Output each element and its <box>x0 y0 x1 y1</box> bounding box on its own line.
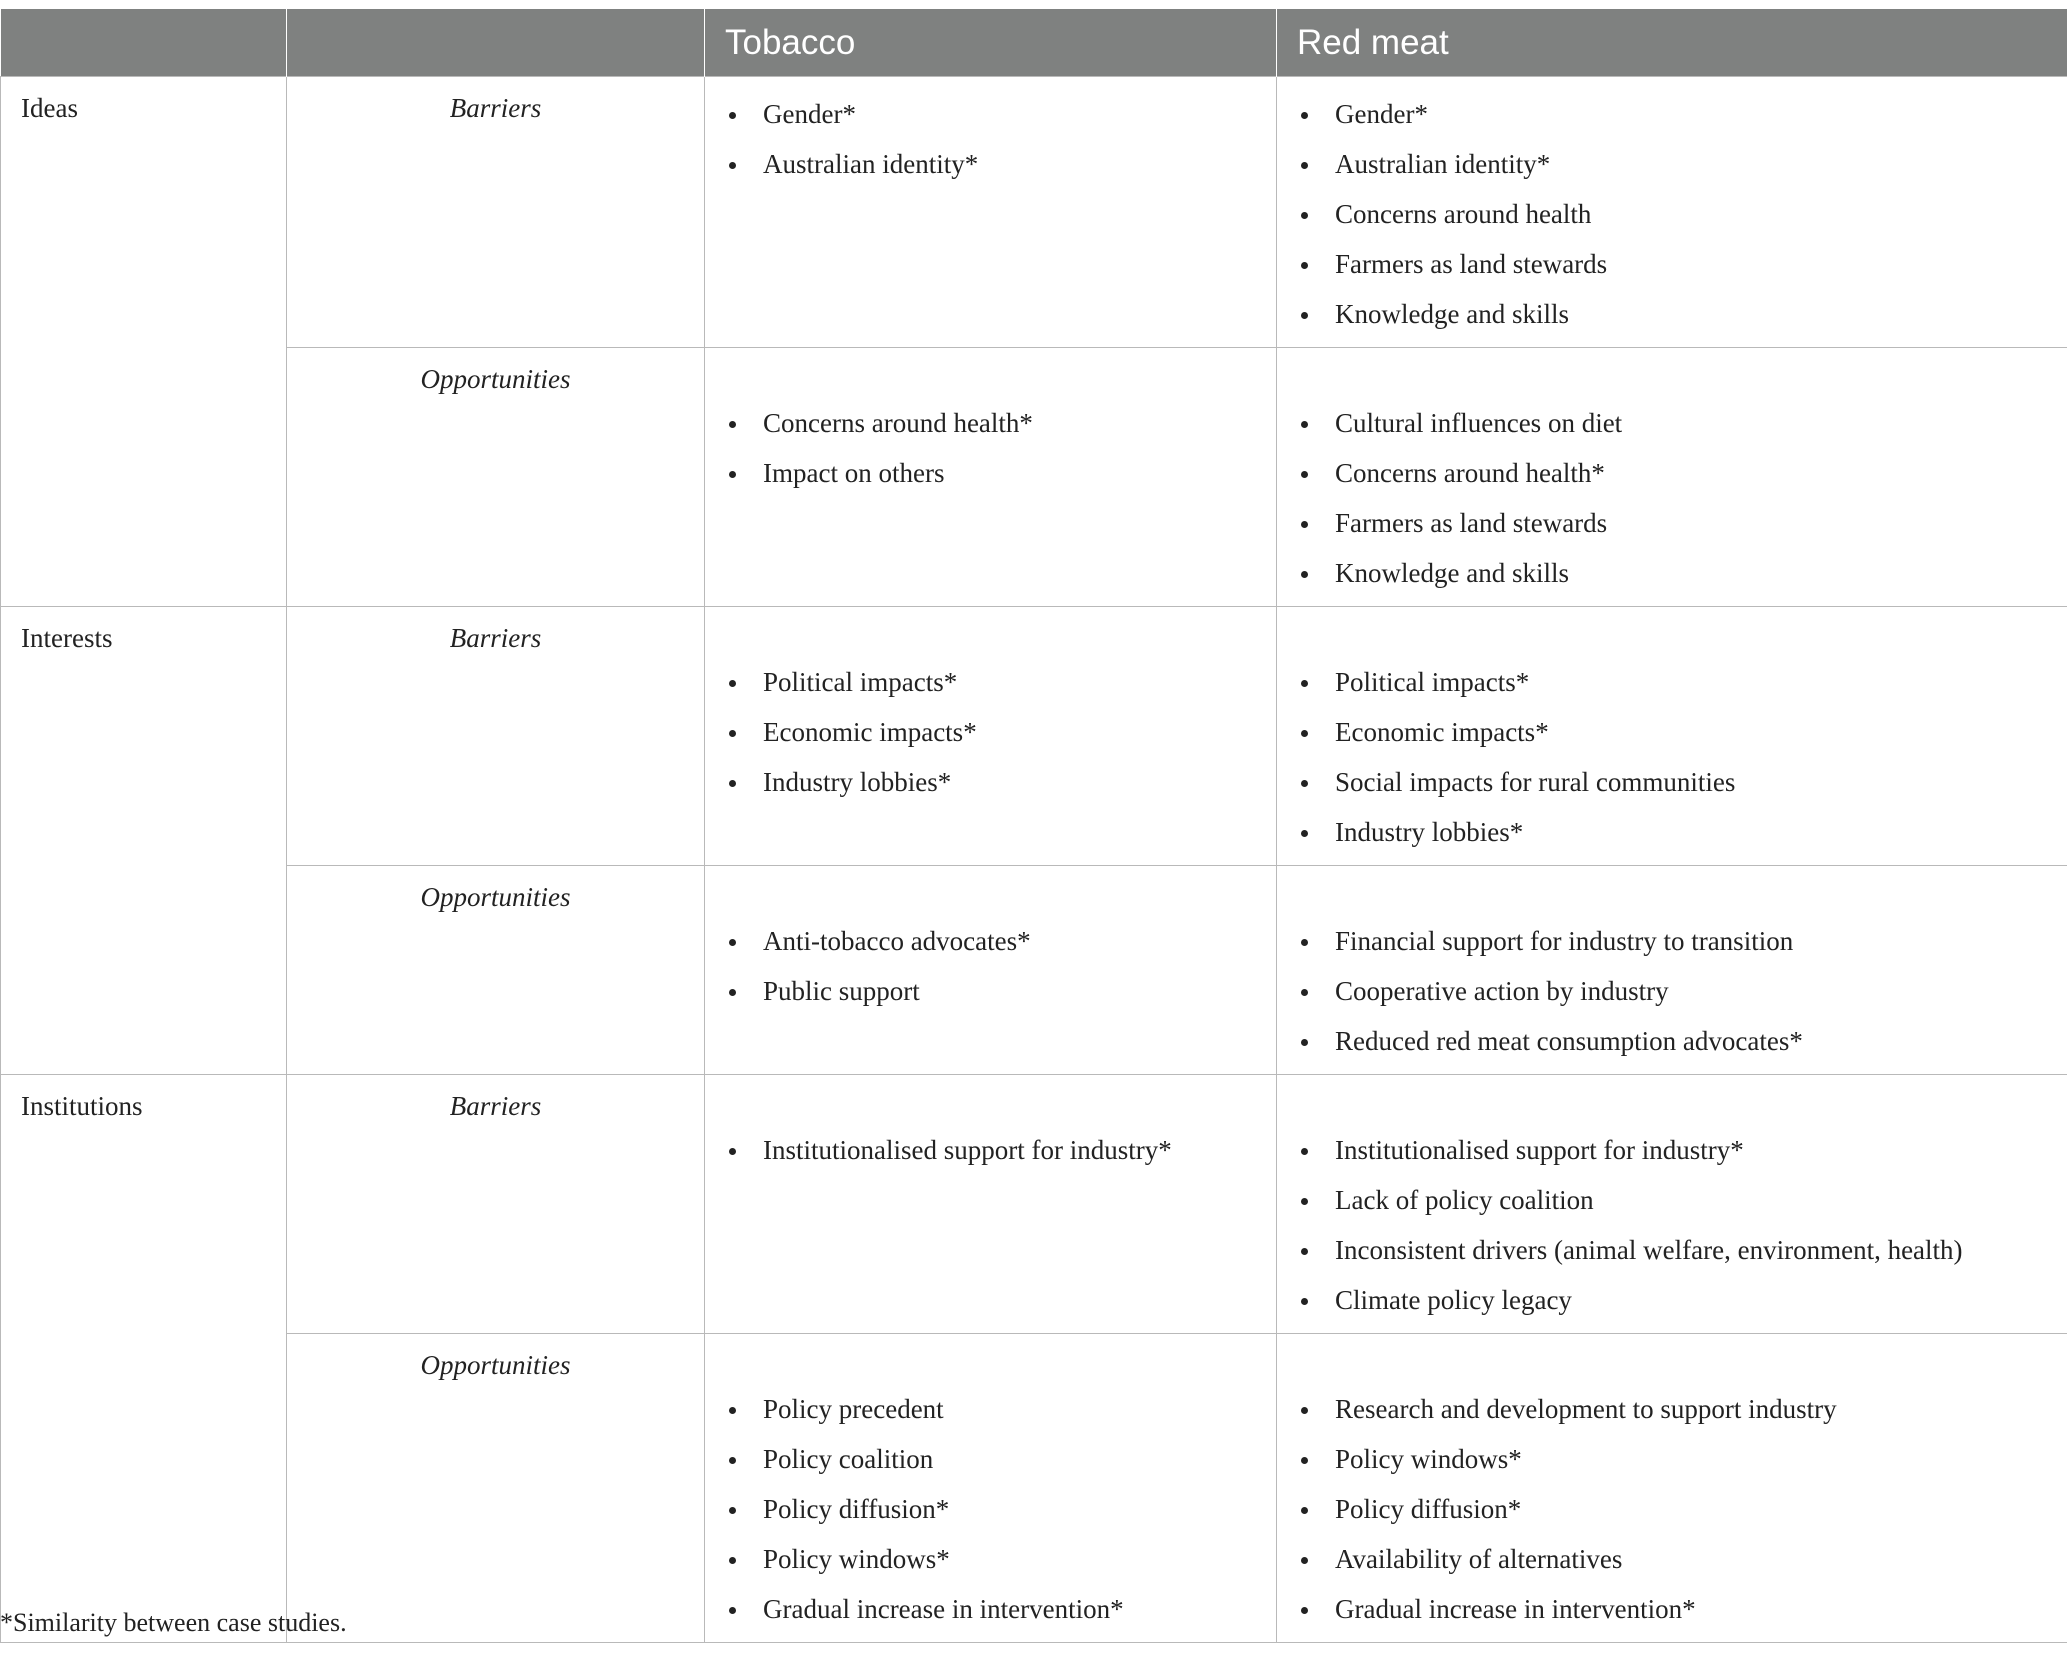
cell-red-meat <box>1277 607 2067 866</box>
list-item: Availability of alternatives <box>1295 1534 2067 1584</box>
table-row <box>1 348 2067 607</box>
list-item: Cultural influences on diet <box>1295 398 2067 448</box>
list-item: Knowledge and skills <box>1295 548 2067 598</box>
list-item: Policy precedent <box>723 1384 1276 1434</box>
bullet-list <box>723 866 1276 1024</box>
cell-tobacco <box>705 77 1277 348</box>
subcategory-barriers: Barriers <box>287 607 705 866</box>
subcategory-barriers: Barriers <box>287 1075 705 1334</box>
list-item: Financial support for industry to transition <box>1295 916 2067 966</box>
subcategory-opportunities: Opportunities <box>287 1334 705 1643</box>
list-item: Australian identity* <box>1295 139 2067 189</box>
bullet-list <box>1295 607 2067 865</box>
bullet-list <box>1295 77 2067 347</box>
cell-tobacco <box>705 1334 1277 1643</box>
cell-tobacco <box>705 1075 1277 1334</box>
list-item: Political impacts* <box>1295 657 2067 707</box>
table-row <box>1 77 2067 348</box>
list-item: Reduced red meat consumption advocates* <box>1295 1016 2067 1066</box>
list-item: Gradual increase in intervention* <box>1295 1584 2067 1634</box>
list-item: Farmers as land stewards <box>1295 498 2067 548</box>
list-item: Gender* <box>723 89 1276 139</box>
list-item: Anti-tobacco advocates* <box>723 916 1276 966</box>
list-item: Australian identity* <box>723 139 1276 189</box>
subcategory-opportunities: Opportunities <box>287 866 705 1075</box>
list-item: Concerns around health* <box>1295 448 2067 498</box>
list-item: Research and development to support industry <box>1295 1384 2067 1434</box>
subcategory-barriers: Barriers <box>287 77 705 348</box>
list-item: Impact on others <box>723 448 1276 498</box>
list-item: Inconsistent drivers (animal welfare, environment, health) <box>1295 1225 2067 1275</box>
list-item: Gender* <box>1295 89 2067 139</box>
list-item: Lack of policy coalition <box>1295 1175 2067 1225</box>
list-item: Cooperative action by industry <box>1295 966 2067 1016</box>
list-item: Industry lobbies* <box>723 757 1276 807</box>
comparison-table-wrapper <box>0 9 2067 1643</box>
header-tobacco: Tobacco <box>705 9 1277 77</box>
list-item: Farmers as land stewards <box>1295 239 2067 289</box>
cell-red-meat <box>1277 77 2067 348</box>
list-item: Political impacts* <box>723 657 1276 707</box>
bullet-list <box>1295 348 2067 606</box>
bullet-list <box>1295 1075 2067 1333</box>
category-interests: Interests <box>1 607 287 1075</box>
header-blank-1 <box>1 9 287 77</box>
category-ideas: Ideas <box>1 77 287 607</box>
bullet-list <box>723 607 1276 815</box>
bullet-list <box>1295 1334 2067 1642</box>
cell-red-meat <box>1277 1075 2067 1334</box>
table-header-row <box>1 9 2067 77</box>
bullet-list <box>1295 866 2067 1074</box>
cell-tobacco <box>705 866 1277 1075</box>
list-item: Knowledge and skills <box>1295 289 2067 339</box>
list-item: Policy coalition <box>723 1434 1276 1484</box>
table-row <box>1 1075 2067 1334</box>
cell-red-meat <box>1277 348 2067 607</box>
comparison-table <box>0 9 2067 1643</box>
cell-red-meat <box>1277 1334 2067 1643</box>
list-item: Policy windows* <box>1295 1434 2067 1484</box>
bullet-list <box>723 1334 1276 1642</box>
list-item: Concerns around health <box>1295 189 2067 239</box>
list-item: Concerns around health* <box>723 398 1276 448</box>
list-item: Economic impacts* <box>1295 707 2067 757</box>
bullet-list <box>723 348 1276 506</box>
bullet-list <box>723 77 1276 197</box>
list-item: Policy windows* <box>723 1534 1276 1584</box>
table-row <box>1 866 2067 1075</box>
list-item: Social impacts for rural communities <box>1295 757 2067 807</box>
list-item: Public support <box>723 966 1276 1016</box>
header-red-meat: Red meat <box>1277 9 2067 77</box>
list-item: Policy diffusion* <box>1295 1484 2067 1534</box>
list-item: Economic impacts* <box>723 707 1276 757</box>
list-item: Institutionalised support for industry* <box>723 1125 1276 1175</box>
list-item: Gradual increase in intervention* <box>723 1584 1276 1634</box>
cell-tobacco <box>705 348 1277 607</box>
bullet-list <box>723 1075 1276 1183</box>
subcategory-opportunities: Opportunities <box>287 348 705 607</box>
table-row <box>1 1334 2067 1643</box>
table-footnote: *Similarity between case studies. <box>0 1608 347 1637</box>
header-blank-2 <box>287 9 705 77</box>
list-item: Industry lobbies* <box>1295 807 2067 857</box>
cell-red-meat <box>1277 866 2067 1075</box>
list-item: Policy diffusion* <box>723 1484 1276 1534</box>
cell-tobacco <box>705 607 1277 866</box>
table-row <box>1 607 2067 866</box>
list-item: Institutionalised support for industry* <box>1295 1125 2067 1175</box>
list-item: Climate policy legacy <box>1295 1275 2067 1325</box>
category-institutions: Institutions <box>1 1075 287 1643</box>
